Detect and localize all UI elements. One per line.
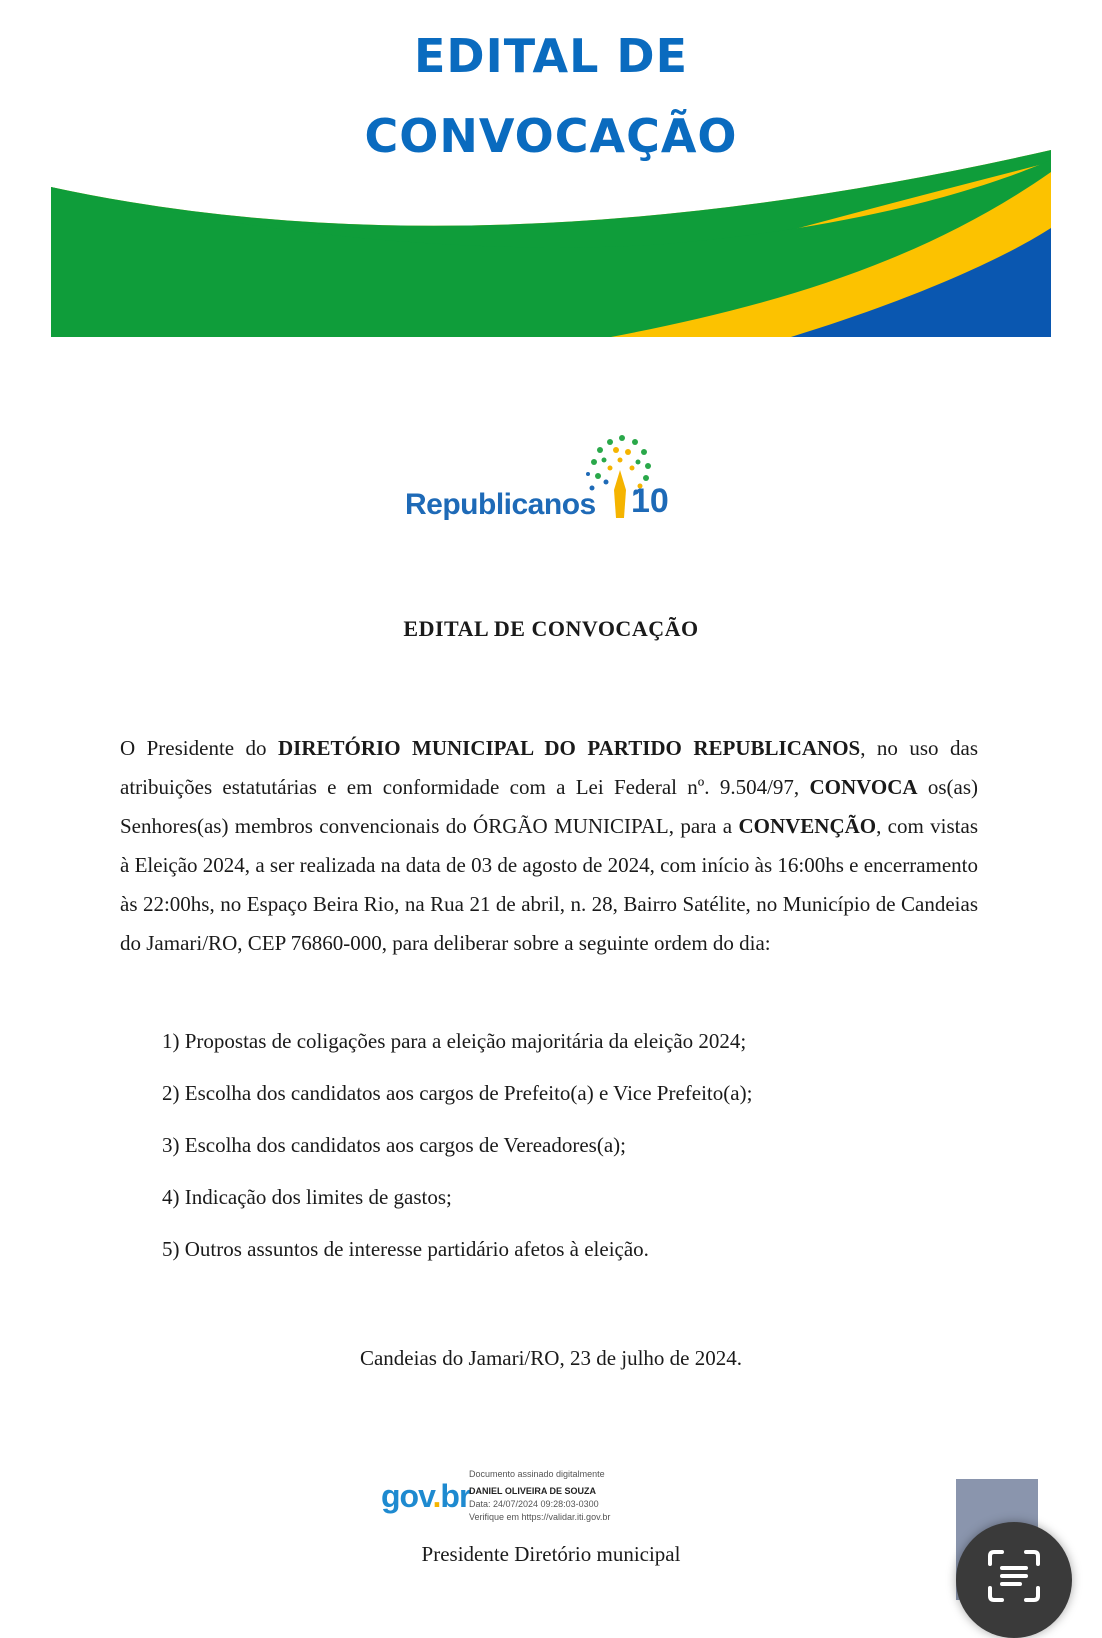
scan-text-button[interactable]	[956, 1522, 1072, 1638]
header-title-line2: CONVOCAÇÃO	[364, 109, 738, 163]
agenda-item: 1) Propostas de coligações para a eleição majoritária da eleição 2024;	[162, 1029, 747, 1053]
agenda-item: 2) Escolha dos candidatos aos cargos de Prefeito(a) e Vice Prefeito(a);	[162, 1081, 753, 1105]
signature-verify: Verifique em https://validar.iti.gov.br	[469, 1512, 611, 1522]
logo-wordmark: Republicanos	[405, 488, 596, 521]
govbr-logo-br: br	[440, 1478, 471, 1514]
signature-date: Data: 24/07/2024 09:28:03-0300	[469, 1499, 599, 1509]
signature-details	[469, 1468, 610, 1524]
header-title-line1: EDITAL DE	[413, 29, 689, 83]
para-text-3: os(as) Senhores(as) membros convencionais do ÓRGÃO MUNICIPAL, para a	[120, 775, 978, 838]
signature-line1: Documento assinado digitalmente	[469, 1469, 605, 1479]
agenda-list	[162, 1028, 752, 1288]
agenda-item: 3) Escolha dos candidatos aos cargos de Vereadores(a);	[162, 1133, 626, 1157]
logo-number: 10	[631, 482, 669, 520]
flag-banner-graphic	[51, 150, 1051, 337]
para-text-2: , no uso das atribuições estatutárias e em conformidade com a Lei Federal nº. 9.504/97,	[120, 736, 978, 799]
para-bold-convencao: CONVENÇÃO	[738, 814, 877, 838]
place-and-date: Candeias do Jamari/RO, 23 de julho de 2024.	[359, 1346, 743, 1370]
signer-name: DANIEL OLIVEIRA DE SOUZA	[469, 1486, 597, 1496]
convocation-paragraph	[120, 729, 978, 963]
para-bold-directory: DIRETÓRIO MUNICIPAL DO PARTIDO REPUBLICANOS	[278, 736, 861, 760]
para-text-4: , com vistas à Eleição 2024, a ser realizada na data de 03 de agosto de 2024, com início às 16:00hs e encerramento às 22:00hs, no Espaço Beira Rio, na Rua 21 de abril, n. 28, Bairro Satélite, no Município de Candeias do Jamari/RO, CEP 76860-000, para deliberar sobre a seguinte ordem do dia:	[120, 814, 978, 955]
republicanos-logo	[405, 430, 695, 530]
govbr-logo-gov: gov	[381, 1478, 433, 1514]
signatory-role: Presidente Diretório municipal	[421, 1542, 681, 1566]
agenda-item: 4) Indicação dos limites de gastos;	[162, 1185, 452, 1209]
govbr-logo-dot: .	[432, 1478, 441, 1514]
digital-signature-stamp	[381, 1462, 661, 1532]
document-title: EDITAL DE CONVOCAÇÃO	[403, 616, 699, 641]
para-bold-convoca: CONVOCA	[809, 775, 918, 799]
govbr-logo	[381, 1478, 470, 1515]
agenda-item: 5) Outros assuntos de interesse partidário afetos à eleição.	[162, 1237, 649, 1261]
para-text-1: O Presidente do	[120, 736, 279, 760]
scan-text-icon	[986, 1548, 1042, 1604]
